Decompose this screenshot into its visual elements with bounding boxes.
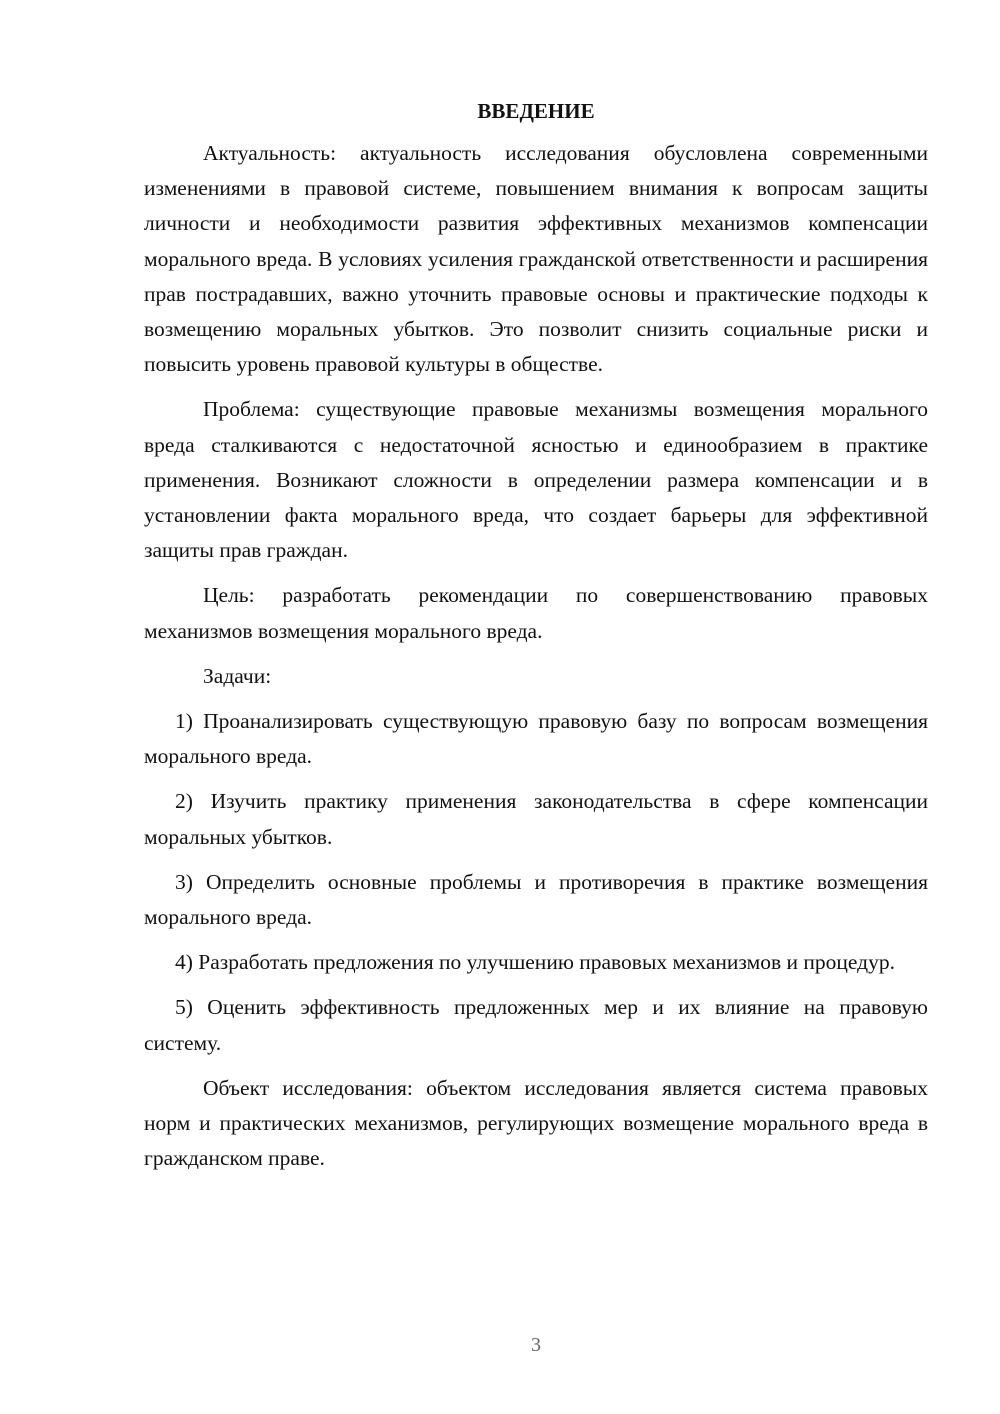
tasks-label: Задачи: <box>203 663 272 688</box>
object-paragraph: Объект исследования: объектом исследования является система правовых норм и практических механизмов, регулирующих возмещение морального вреда в гражданском праве. <box>144 1075 928 1171</box>
relevance-paragraph: Актуальность: актуальность исследования обусловлена современными изменениями в правовой системе, повышением внимания к вопросам защиты личности и необходимости развития эффективных механизмов компенсации морального вреда. В условиях усиления гражданской ответственности и расширения прав пострадавших, важно уточнить правовые основы и практические подходы к возмещению моральных убытков. Это позволит снизить социальные риски и повысить уровень правовой культуры в обществе. <box>144 141 928 377</box>
section-title: ВВЕДЕНИЕ <box>477 99 595 123</box>
goal-paragraph: Цель: разработать рекомендации по совершенствованию правовых механизмов возмещения морального вреда. <box>144 583 928 643</box>
task-item: 4) Разработать предложения по улучшению правовых механизмов и процедур. <box>175 950 895 975</box>
problem-paragraph: Проблема: существующие правовые механизмы возмещения морального вреда сталкиваются с недостаточной ясностью и единообразием в практике применения. Возникают сложности в определении размера компенсации и в установлении факта морального вреда, что создает барьеры для эффективной защиты прав граждан. <box>144 397 928 563</box>
task-item: 5) Оценить эффективность предложенных мер и их влияние на правовую систему. <box>144 995 928 1055</box>
task-item: 2) Изучить практику применения законодательства в сфере компенсации моральных убытков. <box>144 789 928 849</box>
page-content <box>144 94 928 1186</box>
task-item: 1) Проанализировать существующую правовую базу по вопросам возмещения морального вреда. <box>144 709 928 769</box>
page-number: 3 <box>531 1334 541 1356</box>
task-item: 3) Определить основные проблемы и противоречия в практике возмещения морального вреда. <box>144 869 928 930</box>
